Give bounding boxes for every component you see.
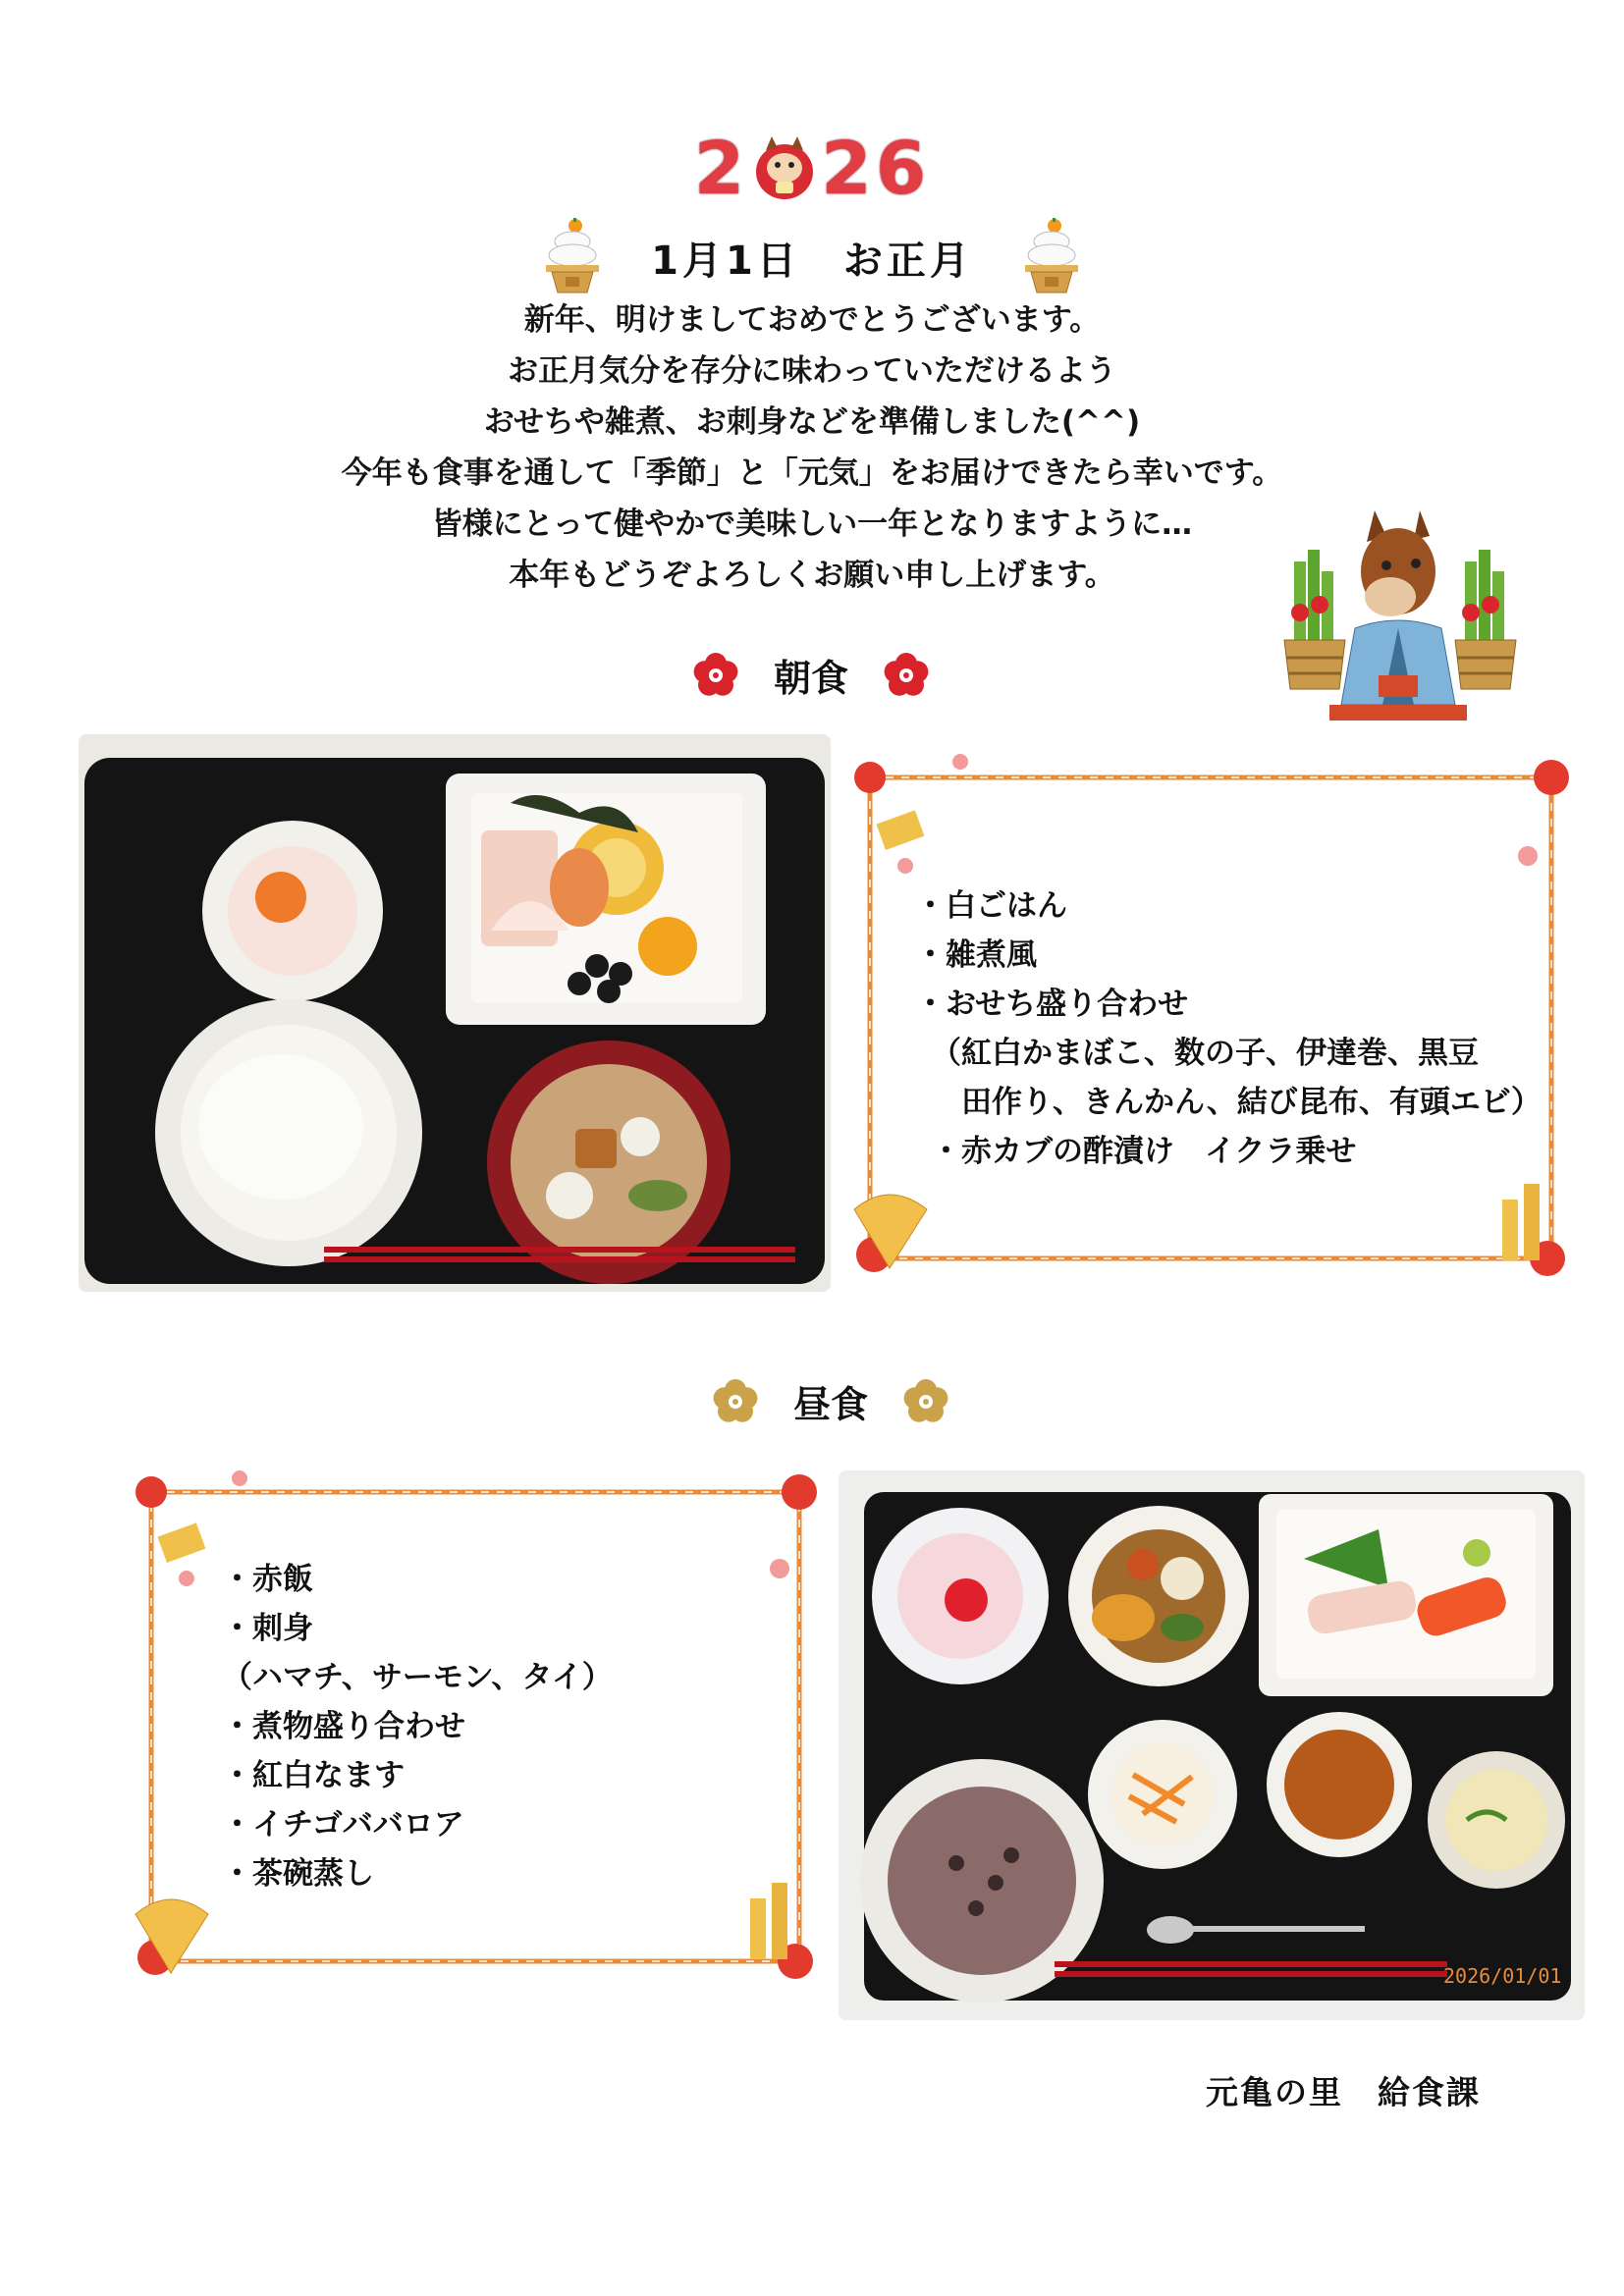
greeting-line: 新年、明けましておめでとうございます。 bbox=[523, 302, 1101, 338]
menu-item: ・茶碗蒸し bbox=[222, 1856, 374, 1892]
menu-item: ・煮物盛り合わせ bbox=[222, 1709, 465, 1744]
plum-flower-icon bbox=[692, 652, 739, 699]
menu-item: 田作り、きんかん、結び昆布、有頭エビ） bbox=[931, 1085, 1542, 1120]
footer-signature: 元亀の里 給食課 bbox=[1206, 2073, 1481, 2111]
breakfast-photo bbox=[79, 734, 831, 1292]
greeting-line: 今年も食事を通して「季節」と「元気」をお届けできたら幸いです。 bbox=[341, 455, 1283, 491]
lunch-menu-list bbox=[222, 1555, 613, 1898]
horse-kadomatsu-illustration bbox=[1272, 503, 1528, 730]
breakfast-title bbox=[615, 648, 1007, 702]
breakfast-menu-list bbox=[915, 881, 1542, 1176]
menu-item: （ハマチ、サーモン、タイ） bbox=[222, 1660, 613, 1695]
year-text: 2 bbox=[693, 127, 749, 211]
menu-item: ・刺身 bbox=[222, 1611, 313, 1646]
lunch-photo bbox=[839, 1470, 1585, 2020]
menu-item: ・赤飯 bbox=[222, 1562, 313, 1597]
kagami-mochi-icon bbox=[1017, 218, 1086, 296]
greeting-line: 本年もどうぞよろしくお願い申し上げます。 bbox=[509, 558, 1115, 593]
plum-flower-icon bbox=[883, 652, 930, 699]
greeting-line: お正月気分を存分に味わっていただけるよう bbox=[508, 353, 1116, 389]
plum-flower-icon bbox=[712, 1378, 759, 1425]
menu-item: ・紅白なます bbox=[222, 1758, 405, 1793]
date-text: 1月1日 お正月 bbox=[651, 238, 973, 284]
kagami-mochi-icon bbox=[538, 218, 607, 296]
menu-item: ・イチゴババロア bbox=[222, 1807, 464, 1842]
menu-item: ・白ごはん bbox=[915, 888, 1067, 924]
lunch-label: 昼食 bbox=[792, 1383, 868, 1426]
menu-item: ・おせち盛り合わせ bbox=[915, 987, 1189, 1022]
breakfast-label: 朝食 bbox=[773, 657, 848, 700]
menu-item: ・雑煮風 bbox=[915, 937, 1037, 973]
horse-daruma-icon bbox=[752, 133, 817, 201]
menu-item: ・赤カブの酢漬け イクラ乗せ bbox=[931, 1134, 1357, 1169]
lunch-title bbox=[634, 1374, 1027, 1428]
photo-date-stamp: 2026/01/01 bbox=[1443, 1964, 1562, 1988]
greeting-line: 皆様にとって健やかで美味しい一年となりますように… bbox=[431, 507, 1193, 542]
year-text-rest: 26 bbox=[821, 127, 931, 211]
menu-item: （紅白かまぼこ、数の子、伊達巻、黒豆 bbox=[931, 1036, 1479, 1071]
year-heading bbox=[0, 127, 1624, 211]
greeting-line: おせちや雑煮、お刺身などを準備しました(^^) bbox=[483, 404, 1141, 440]
plum-flower-icon bbox=[902, 1378, 949, 1425]
date-line bbox=[0, 218, 1624, 296]
